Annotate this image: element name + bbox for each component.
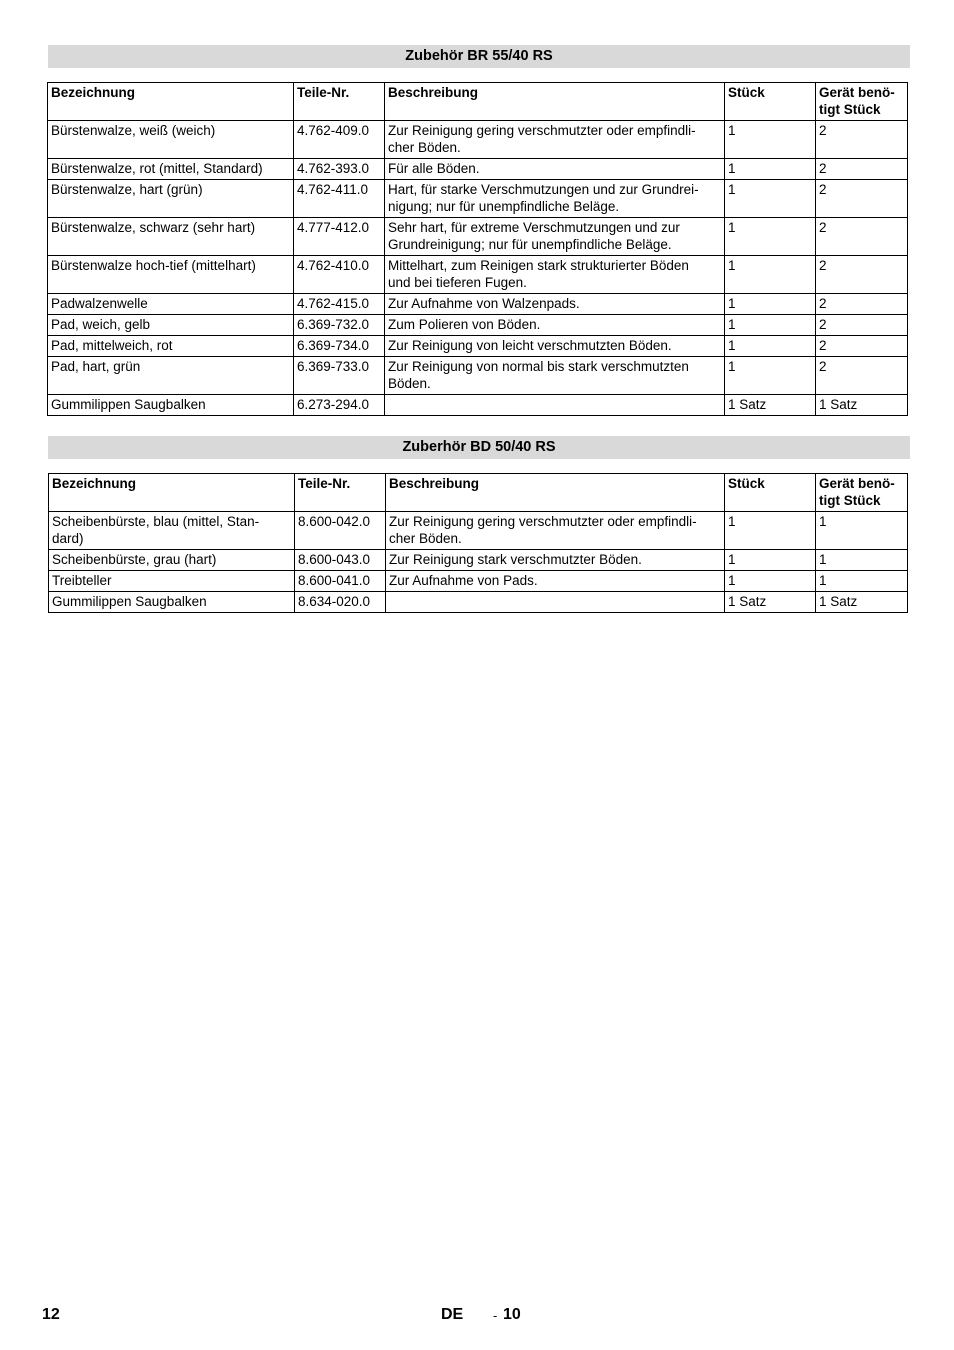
- table-header: [49, 474, 908, 512]
- table-row: [49, 592, 908, 613]
- table-row: [48, 256, 908, 294]
- col-header-geraet-stueck: Gerät benö- tigt Stück: [816, 474, 908, 512]
- cell-beschreibung: Für alle Böden.: [385, 159, 725, 180]
- cell-geraet-stueck: 1 Satz: [816, 395, 908, 416]
- table-body: [48, 121, 908, 416]
- table-row: [48, 180, 908, 218]
- footer-separator: -: [493, 1308, 498, 1323]
- section-title-bd: Zuberhör BD 50/40 RS: [48, 436, 910, 459]
- cell-bezeichnung: Pad, mittelweich, rot: [48, 336, 294, 357]
- cell-teile-nr: 6.273-294.0: [294, 395, 385, 416]
- col-header-bezeichnung: Bezeichnung: [49, 474, 295, 512]
- cell-bezeichnung: Bürstenwalze, hart (grün): [48, 180, 294, 218]
- cell-bezeichnung: Treibteller: [49, 571, 295, 592]
- cell-stueck: 1: [725, 357, 816, 395]
- cell-geraet-stueck: 2: [816, 336, 908, 357]
- cell-stueck: 1: [725, 294, 816, 315]
- cell-beschreibung: Zur Reinigung von normal bis stark verschmutzten Böden.: [385, 357, 725, 395]
- table-row: [48, 336, 908, 357]
- cell-beschreibung: [386, 592, 725, 613]
- col-header-teile-nr: Teile-Nr.: [294, 83, 385, 121]
- language-code: DE: [441, 1306, 464, 1323]
- cell-teile-nr: 6.369-733.0: [294, 357, 385, 395]
- cell-teile-nr: 4.762-410.0: [294, 256, 385, 294]
- cell-bezeichnung: Scheibenbürste, grau (hart): [49, 550, 295, 571]
- cell-beschreibung: Zur Aufnahme von Walzenpads.: [385, 294, 725, 315]
- cell-bezeichnung: Bürstenwalze, weiß (weich): [48, 121, 294, 159]
- accessory-table-br: [47, 82, 908, 416]
- cell-geraet-stueck: 2: [816, 294, 908, 315]
- cell-bezeichnung: Gummilippen Saugbalken: [49, 592, 295, 613]
- cell-teile-nr: 8.600-043.0: [295, 550, 386, 571]
- cell-teile-nr: 6.369-734.0: [294, 336, 385, 357]
- cell-geraet-stueck: 1: [816, 571, 908, 592]
- table-row: [48, 294, 908, 315]
- cell-bezeichnung: Bürstenwalze, rot (mittel, Standard): [48, 159, 294, 180]
- cell-bezeichnung: Pad, weich, gelb: [48, 315, 294, 336]
- cell-geraet-stueck: 2: [816, 121, 908, 159]
- cell-teile-nr: 4.762-409.0: [294, 121, 385, 159]
- table-row: [48, 159, 908, 180]
- cell-stueck: 1: [725, 159, 816, 180]
- col-header-bezeichnung: Bezeichnung: [48, 83, 294, 121]
- cell-stueck: 1: [725, 315, 816, 336]
- cell-teile-nr: 4.762-411.0: [294, 180, 385, 218]
- accessory-table-bd: [48, 473, 908, 613]
- table-body: [49, 512, 908, 613]
- cell-geraet-stueck: 1 Satz: [816, 592, 908, 613]
- cell-stueck: 1 Satz: [725, 395, 816, 416]
- cell-beschreibung: Zur Reinigung gering verschmutzter oder empfindli- cher Böden.: [386, 512, 725, 550]
- table-row: [49, 571, 908, 592]
- cell-stueck: 1: [725, 121, 816, 159]
- cell-beschreibung: Hart, für starke Verschmutzungen und zur Grundrei- nigung; nur für unempfindliche Beläge.: [385, 180, 725, 218]
- sub-page-number: 10: [503, 1306, 521, 1323]
- col-header-stueck: Stück: [725, 83, 816, 121]
- col-header-teile-nr: Teile-Nr.: [295, 474, 386, 512]
- cell-teile-nr: 6.369-732.0: [294, 315, 385, 336]
- cell-bezeichnung: Gummilippen Saugbalken: [48, 395, 294, 416]
- cell-geraet-stueck: 1: [816, 550, 908, 571]
- table-row: [48, 315, 908, 336]
- cell-stueck: 1: [725, 550, 816, 571]
- col-header-beschreibung: Beschreibung: [385, 83, 725, 121]
- cell-bezeichnung: Pad, hart, grün: [48, 357, 294, 395]
- cell-stueck: 1: [725, 512, 816, 550]
- cell-bezeichnung: Padwalzenwelle: [48, 294, 294, 315]
- cell-teile-nr: 8.600-042.0: [295, 512, 386, 550]
- table-header: [48, 83, 908, 121]
- cell-teile-nr: 4.762-393.0: [294, 159, 385, 180]
- cell-stueck: 1: [725, 218, 816, 256]
- table-row: [48, 395, 908, 416]
- cell-bezeichnung: Bürstenwalze hoch-tief (mittelhart): [48, 256, 294, 294]
- cell-stueck: 1: [725, 336, 816, 357]
- cell-beschreibung: Sehr hart, für extreme Verschmutzungen und zur Grundreinigung; nur für unempfindliche Beläge.: [385, 218, 725, 256]
- cell-beschreibung: Zur Reinigung gering verschmutzter oder empfindli- cher Böden.: [385, 121, 725, 159]
- col-header-beschreibung: Beschreibung: [386, 474, 725, 512]
- table-row: [48, 218, 908, 256]
- cell-bezeichnung: Bürstenwalze, schwarz (sehr hart): [48, 218, 294, 256]
- cell-geraet-stueck: 2: [816, 218, 908, 256]
- cell-beschreibung: Zur Reinigung stark verschmutzter Böden.: [386, 550, 725, 571]
- col-header-stueck: Stück: [725, 474, 816, 512]
- page-number: 12: [42, 1306, 60, 1323]
- cell-stueck: 1: [725, 256, 816, 294]
- cell-stueck: 1: [725, 180, 816, 218]
- cell-geraet-stueck: 2: [816, 315, 908, 336]
- cell-teile-nr: 8.634-020.0: [295, 592, 386, 613]
- cell-beschreibung: Zur Aufnahme von Pads.: [386, 571, 725, 592]
- cell-teile-nr: 4.762-415.0: [294, 294, 385, 315]
- cell-geraet-stueck: 2: [816, 159, 908, 180]
- col-header-geraet-stueck: Gerät benö- tigt Stück: [816, 83, 908, 121]
- cell-geraet-stueck: 2: [816, 180, 908, 218]
- cell-bezeichnung: Scheibenbürste, blau (mittel, Stan- dard): [49, 512, 295, 550]
- table-row: [49, 550, 908, 571]
- table-row: [48, 121, 908, 159]
- cell-geraet-stueck: 2: [816, 357, 908, 395]
- cell-teile-nr: 8.600-041.0: [295, 571, 386, 592]
- cell-beschreibung: Zur Reinigung von leicht verschmutzten Böden.: [385, 336, 725, 357]
- cell-beschreibung: Zum Polieren von Böden.: [385, 315, 725, 336]
- section-title-br: Zubehör BR 55/40 RS: [48, 45, 910, 68]
- table-row: [48, 357, 908, 395]
- cell-beschreibung: Mittelhart, zum Reinigen stark strukturierter Böden und bei tieferen Fugen.: [385, 256, 725, 294]
- table-row: [49, 512, 908, 550]
- cell-geraet-stueck: 2: [816, 256, 908, 294]
- cell-beschreibung: [385, 395, 725, 416]
- cell-teile-nr: 4.777-412.0: [294, 218, 385, 256]
- cell-stueck: 1 Satz: [725, 592, 816, 613]
- cell-stueck: 1: [725, 571, 816, 592]
- cell-geraet-stueck: 1: [816, 512, 908, 550]
